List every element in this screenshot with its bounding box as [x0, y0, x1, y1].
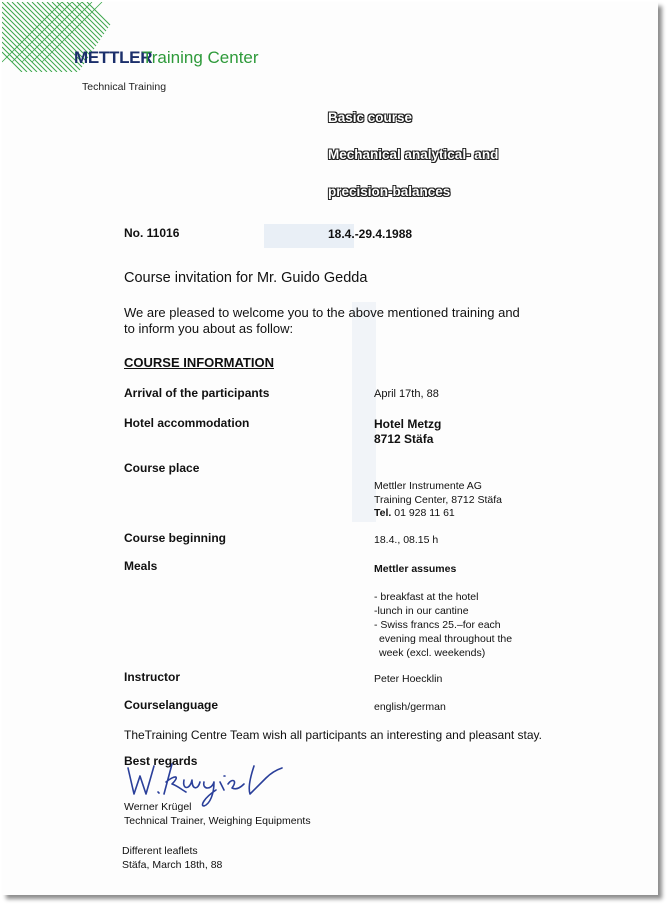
training-center-label: Training Center — [142, 48, 259, 67]
course-title-line-2: Mechanical analytical- and — [328, 147, 499, 162]
team-message: TheTraining Centre Team wish all participants an interesting and pleasant stay. — [124, 728, 543, 742]
course-title-line-3: precision-balances — [328, 184, 451, 199]
instructor-value: Peter Hoecklin — [374, 673, 443, 685]
arrival-value: April 17th, 88 — [374, 388, 439, 400]
meals-label: Meals — [124, 559, 158, 573]
signer-name: Werner Krügel — [124, 801, 192, 813]
course-beginning-label: Course beginning — [124, 531, 226, 545]
course-place-label: Course place — [124, 461, 200, 475]
hotel-label: Hotel accommodation — [124, 416, 250, 430]
place-date: Stäfa, March 18th, 88 — [122, 859, 223, 871]
technical-training-label: Technical Training — [82, 81, 167, 93]
language-label: Courselanguage — [124, 698, 219, 712]
meals-item-2: -lunch in our cantine — [374, 605, 469, 617]
meals-item-3-cont: week (excl. weekends) — [379, 647, 486, 659]
place-line-1: Mettler Instrumente AG — [374, 480, 482, 492]
meals-item-3-cont: evening meal throughout the — [379, 633, 513, 645]
place-phone — [374, 507, 455, 519]
instructor-label: Instructor — [124, 670, 181, 684]
place-line-2: Training Center, 8712 Stäfa — [374, 494, 503, 506]
phone-number: 01 928 11 61 — [394, 507, 455, 519]
invitation-heading: Course invitation for Mr. Guido Gedda — [124, 270, 368, 286]
meals-item-3: - Swiss francs 25.–for each — [374, 619, 501, 631]
meals-heading: Mettler assumes — [374, 563, 457, 575]
language-value: english/german — [374, 701, 446, 713]
signer-title: Technical Trainer, Weighing Equipments — [124, 815, 311, 827]
meals-item-1: - breakfast at the hotel — [374, 591, 479, 603]
course-beginning-value: 18.4., 08.15 h — [374, 534, 439, 546]
course-title-line-1: Basic course — [328, 110, 413, 125]
scan-smudge — [352, 302, 376, 522]
welcome-line-1: We are pleased to welcome you to the above mentioned training and — [124, 305, 520, 320]
phone-label: Tel. — [374, 507, 392, 519]
hotel-city: 8712 Stäfa — [374, 432, 434, 446]
brand-name: METTLER — [74, 48, 153, 67]
course-number: No. 11016 — [124, 226, 180, 240]
document-page — [2, 2, 658, 895]
best-regards: Best regards — [124, 754, 198, 768]
enclosure-note: Different leaflets — [122, 845, 198, 857]
course-dates: 18.4.-29.4.1988 — [328, 227, 413, 241]
arrival-label: Arrival of the participants — [124, 386, 270, 400]
welcome-line-2: to inform you about as follow: — [124, 321, 294, 336]
section-heading: COURSE INFORMATION — [124, 355, 274, 370]
hotel-name: Hotel Metzg — [374, 417, 442, 431]
